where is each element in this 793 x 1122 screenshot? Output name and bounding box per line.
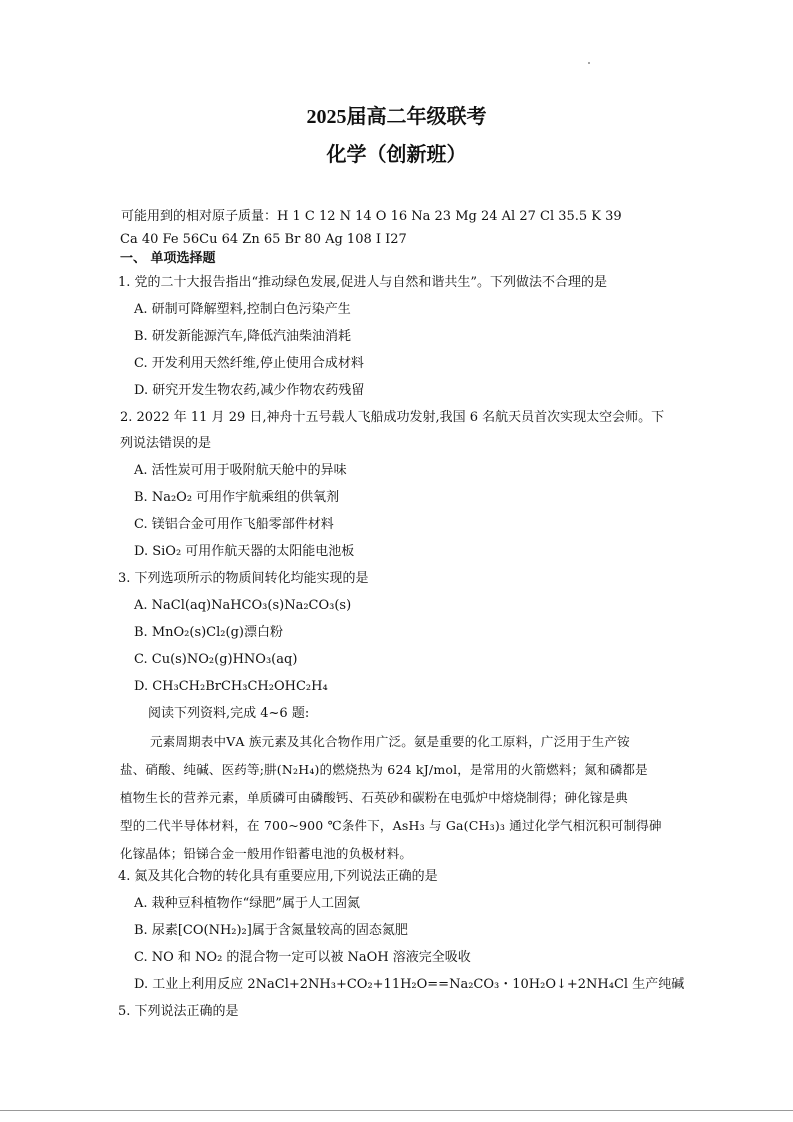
q1-option-c: C. 开发利用天然纤维,停止使用合成材料: [134, 356, 364, 371]
q2-option-a: A. 活性炭可用于吸附航天舱中的异味: [134, 463, 347, 478]
reading-paragraph-line-4: 型的二代半导体材料，在 700~900 ℃条件下，AsH₃ 与 Ga(CH₃)₃ 通过化学气相沉积可制得砷: [120, 818, 662, 833]
q3-option-a: A. NaCl(aq)NaHCO₃(s)Na₂CO₃(s): [134, 598, 352, 613]
q3-option-d: D. CH₃CH₂BrCH₃CH₂OHC₂H₄: [134, 679, 328, 694]
q1-option-a: A. 研制可降解塑料,控制白色污染产生: [134, 302, 351, 317]
reading-paragraph-line-1: 元素周期表中ⅤA 族元素及其化合物作用广泛。氨是重要的化工原料，广泛用于生产铵: [150, 734, 630, 749]
q2-stem-line-1: 2. 2022 年 11 月 29 日,神舟十五号载人飞船成功发射,我国 6 名航天员首次实现太空会师。下: [120, 410, 665, 425]
q3-option-b: B. MnO₂(s)Cl₂(g)漂白粉: [134, 625, 283, 640]
section-heading: 一、 单项选择题: [120, 251, 216, 266]
exam-title: 2025届高二年级联考: [306, 106, 487, 128]
q2-option-c: C. 镁铝合金可用作飞船零部件材料: [134, 517, 334, 532]
atomic-masses-line-2: Ca 40 Fe 56Cu 64 Zn 65 Br 80 Ag 108 I I27: [120, 232, 407, 247]
q4-option-a: A. 栽种豆科植物作“绿肥”属于人工固氮: [134, 896, 360, 911]
q2-stem-line-2: 列说法错误的是: [120, 436, 212, 451]
q1-option-d: D. 研究开发生物农药,减少作物农药残留: [134, 383, 365, 398]
atomic-masses-line-1: 可能用到的相对原子质量：H 1 C 12 N 14 O 16 Na 23 Mg 24 Al 27 Cl 35.5 K 39: [121, 209, 622, 224]
q3-stem: 3. 下列选项所示的物质间转化均能实现的是: [118, 571, 369, 586]
stray-dot: [588, 62, 590, 64]
q4-option-c: C. NO 和 NO₂ 的混合物一定可以被 NaOH 溶液完全吸收: [134, 950, 471, 965]
reading-paragraph-line-2: 盐、硝酸、纯碱、医药等;肼(N₂H₄)的燃烧热为 624 kJ/mol，是常用的火箭燃料；氮和磷都是: [120, 762, 648, 777]
q4-option-d: D. 工业上利用反应 2NaCl+2NH₃+CO₂+11H₂O==Na₂CO₃・10H₂O↓+2NH₄Cl 生产纯碱: [134, 977, 685, 992]
q5-stem: 5. 下列说法正确的是: [118, 1004, 239, 1019]
reading-intro: 阅读下列资料,完成 4~6 题:: [148, 706, 310, 721]
reading-paragraph-line-3: 植物生长的营养元素，单质磷可由磷酸钙、石英砂和碳粉在电弧炉中熔烧制得；砷化镓是典: [120, 790, 629, 805]
q1-option-b: B. 研发新能源汽车,降低汽油柴油消耗: [134, 329, 351, 344]
bottom-divider: [0, 1110, 793, 1111]
q1-stem: 1. 党的二十大报告指出“推动绿色发展,促进人与自然和谐共生”。下列做法不合理的是: [118, 275, 607, 290]
q2-option-b: B. Na₂O₂ 可用作宇航乘组的供氧剂: [134, 490, 340, 505]
reading-paragraph-line-5: 化镓晶体；铅锑合金一般用作铅蓄电池的负极材料。: [120, 846, 413, 861]
exam-subtitle: 化学（创新班）: [326, 142, 467, 166]
q2-option-d: D. SiO₂ 可用作航天器的太阳能电池板: [134, 544, 355, 559]
q4-option-b: B. 尿素[CO(NH₂)₂]属于含氮量较高的固态氮肥: [134, 923, 408, 938]
q3-option-c: C. Cu(s)NO₂(g)HNO₃(aq): [134, 652, 298, 667]
q4-stem: 4. 氮及其化合物的转化具有重要应用,下列说法正确的是: [118, 869, 438, 884]
